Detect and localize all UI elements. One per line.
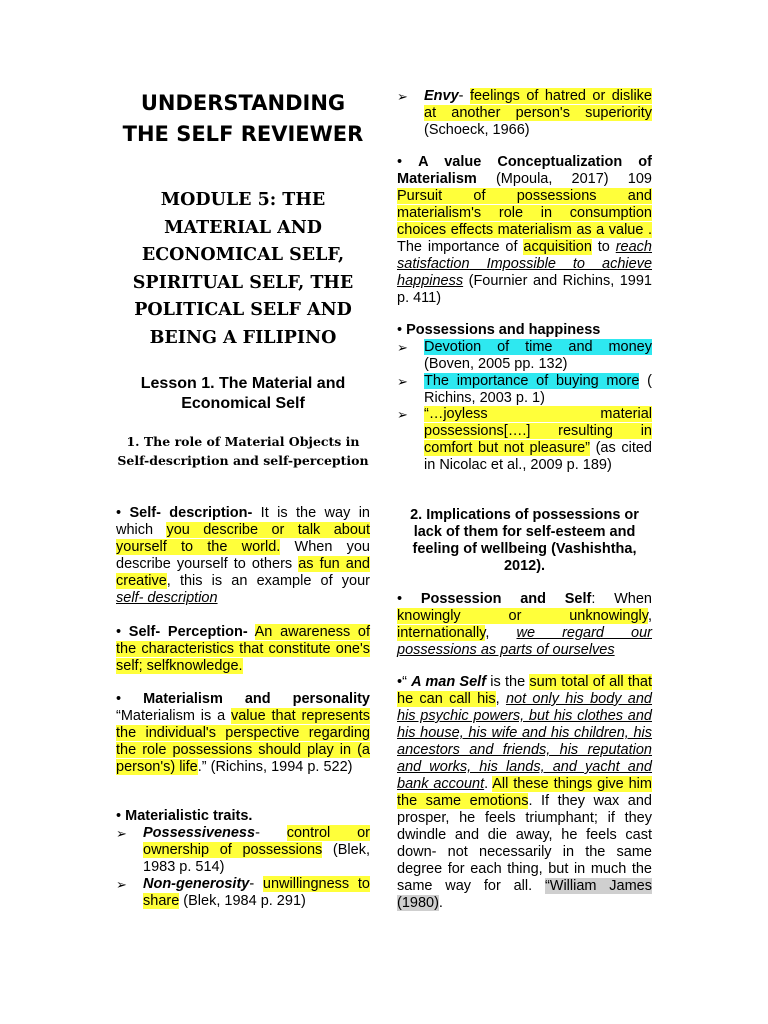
underlined-text: not only his body and his psychic powers, but his clothes and his house, his wife and his children, his ancestors and friends, his reputation and works, his lands, and yacht and bank account <box>397 691 652 792</box>
text: (Mpoula, 2017) 109 <box>476 171 652 187</box>
text: “ <box>402 674 412 690</box>
highlight: control or ownership of possessions <box>143 825 370 858</box>
list-item <box>116 825 370 876</box>
term-label: Envy <box>424 88 459 104</box>
highlight: internationally <box>397 625 486 641</box>
citation: (Fournier and Richins, 1991 p. 411) <box>397 273 652 306</box>
term-label: Self- description- <box>129 505 253 521</box>
arrow-bullet-icon: ➢ <box>116 877 127 892</box>
underlined-text: self- description <box>116 590 218 606</box>
highlight: All these things give him the same emotions <box>397 776 652 809</box>
term-label: Possession and Self <box>420 591 592 607</box>
highlight: acquisition <box>523 239 592 255</box>
term-label: Non-generosity <box>143 876 250 892</box>
highlight: value that represents the individual's perspective regarding the role possessions should play in (a person's) life <box>116 708 370 775</box>
section-heading-role: 1. The role of Material Objects in Self-description and self-perception <box>117 434 369 468</box>
materialistic-traits-heading <box>116 808 370 825</box>
list-item <box>397 373 652 407</box>
term-label: Materialism and personality <box>143 691 370 707</box>
term-label: A man Self <box>411 674 487 690</box>
highlight: An awareness of the characteristics that constitute one's self; selfknowledge. <box>116 624 371 674</box>
text: , <box>485 625 517 641</box>
arrow-bullet-icon: ➢ <box>397 89 408 104</box>
underlined-text: we regard our possessions as parts of ourselves <box>397 625 652 658</box>
highlight: Devotion of time and money <box>424 339 652 355</box>
text: - <box>458 88 470 104</box>
term-label: Self- Perception- <box>128 624 248 640</box>
possession-self-paragraph <box>397 591 652 659</box>
bullet-icon: • <box>397 322 403 338</box>
text: : When <box>591 591 652 607</box>
text <box>470 256 487 272</box>
bullet-icon: • <box>397 674 403 690</box>
text: . <box>484 776 493 792</box>
arrow-bullet-icon: ➢ <box>397 374 408 389</box>
bullet-icon: • <box>116 691 122 707</box>
text: It is the way in which <box>116 505 371 538</box>
underlined-text: reach satisfaction <box>397 239 652 272</box>
text <box>248 624 255 640</box>
highlight: knowingly or unknowingly <box>397 608 648 624</box>
highlight: unwillingness to share <box>143 876 370 909</box>
bullet-icon: • <box>397 591 403 607</box>
possessions-happiness-heading <box>397 322 652 339</box>
text: is the <box>486 674 530 690</box>
highlight: “…joyless material possessions[….] resulting in comfort but not pleasure” <box>424 406 652 456</box>
bullet-icon: • <box>116 505 122 521</box>
text: . If they wax and prosper, he feels triumphant; if they dwindle and die away, he feels cast down- not necessarily in the same degree for each thing, but in much the same way for all. <box>397 793 652 894</box>
list-item-envy <box>397 88 652 139</box>
gray-highlight: “William James (1980) <box>397 878 652 911</box>
text: to <box>591 239 616 255</box>
section-heading-implications: 2. Implications of possessions or lack of them for self-esteem and feeling of wellbeing (Vashishtha, 2012). <box>410 507 639 574</box>
term-label: Possessions and happiness <box>406 322 601 338</box>
citation: (Boven, 2005 pp. 132) <box>424 356 568 372</box>
bullet-icon: • <box>116 624 122 640</box>
list-item <box>116 876 370 910</box>
arrow-bullet-icon: ➢ <box>397 340 408 355</box>
text: When you describe yourself to others <box>116 539 370 572</box>
self-description-paragraph <box>116 505 370 607</box>
underlined-text: Impossible to achieve happiness <box>397 256 653 289</box>
highlight: The importance of buying more <box>424 373 640 389</box>
highlight: you describe or talk about yourself to the world. <box>116 522 370 555</box>
lesson-heading: Lesson 1. The Material and Economical Self <box>140 375 346 412</box>
text: - <box>249 876 263 892</box>
highlight: feelings of hatred or dislike at another person's superiority <box>424 88 652 121</box>
arrow-bullet-icon: ➢ <box>116 826 127 841</box>
highlight: sum total of all that he can call his <box>397 674 653 707</box>
arrow-bullet-icon: ➢ <box>397 407 408 422</box>
text: “Materialism is a <box>116 708 231 724</box>
text: . <box>438 895 443 911</box>
highlight: as fun and creative <box>116 556 370 589</box>
citation: (Blek, 1983 p. 514) <box>143 842 370 875</box>
self-perception-paragraph <box>116 624 370 675</box>
text: The importance of <box>397 239 524 255</box>
man-self-paragraph <box>397 674 652 912</box>
citation: ( Richins, 2003 p. 1) <box>424 373 653 406</box>
page-title: UNDERSTANDING THE SELF REVIEWER <box>122 91 364 146</box>
citation: (Schoeck, 1966) <box>424 122 530 138</box>
bullet-icon: • <box>116 808 122 824</box>
list-item <box>397 406 652 474</box>
module-heading: MODULE 5: THE MATERIAL AND ECONOMICAL SELF, SPIRITUAL SELF, THE POLITICAL SELF AND BEING A FILIPINO <box>132 190 354 348</box>
materialism-personality-paragraph <box>116 691 370 776</box>
text: , <box>495 691 506 707</box>
term-label: Materialistic traits. <box>125 808 253 824</box>
value-conceptualization-paragraph <box>397 154 652 307</box>
text: , <box>647 608 652 624</box>
term-label: A value Conceptualization of Materialism <box>397 154 652 187</box>
term-label: Possessiveness <box>143 825 256 841</box>
bullet-icon: • <box>397 154 403 170</box>
list-item <box>397 339 652 373</box>
text: - <box>255 825 287 841</box>
highlight: Pursuit of possessions and materialism's role in consumption choices effects materialism as a value . <box>397 188 652 238</box>
text: , this is an example of your <box>166 573 370 589</box>
citation: (as cited in Nicolac et al., 2009 p. 189) <box>424 440 652 473</box>
text: .” (Richins, 1994 p. 522) <box>197 759 353 775</box>
citation: (Blek, 1984 p. 291) <box>179 893 306 909</box>
